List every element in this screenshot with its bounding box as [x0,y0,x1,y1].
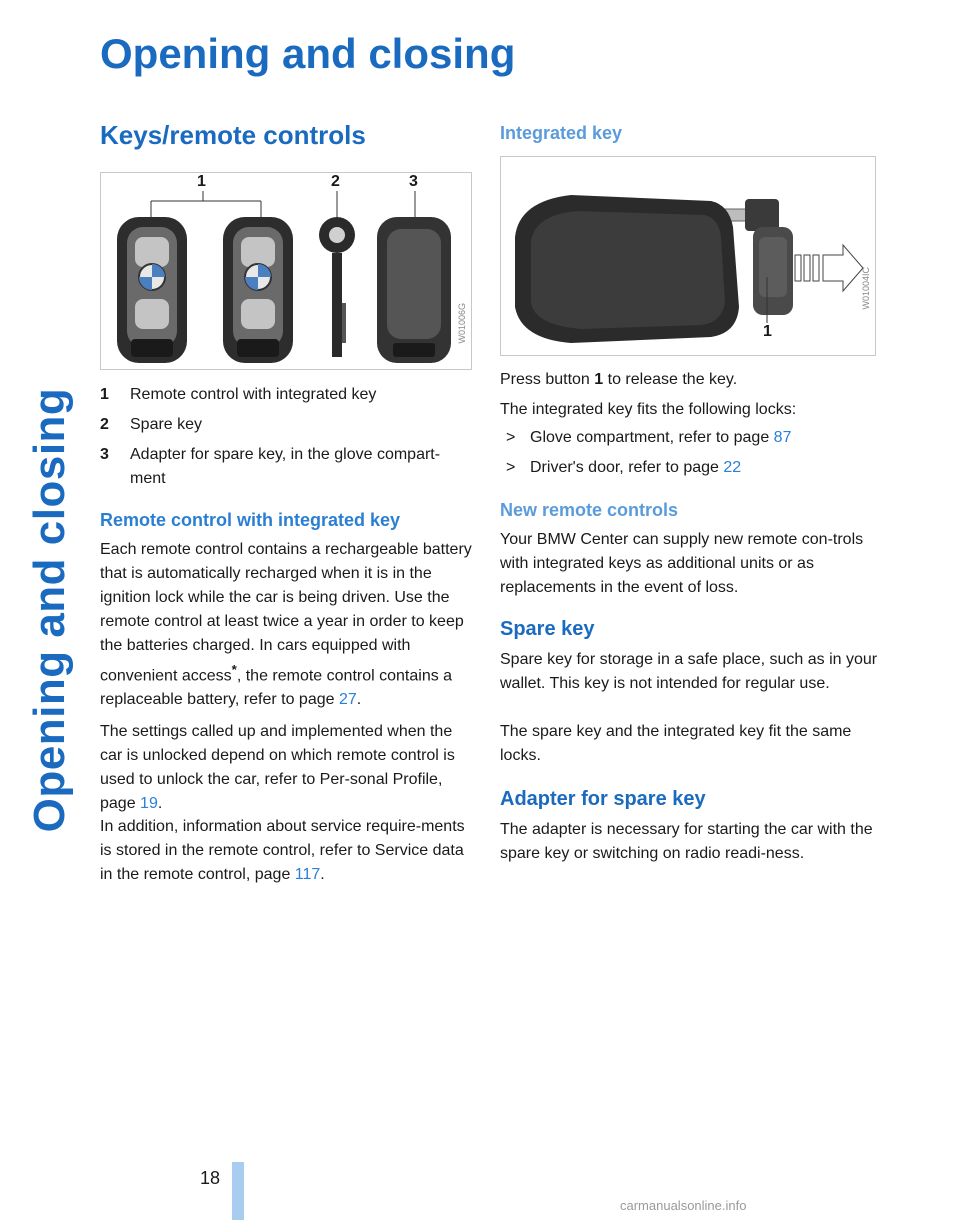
paragraph-battery: Each remote control contains a rechargeable battery that is automatically recharged when it is in the ignition lock while the car is being driven. Use the remote control at least twice a year in order to keep the batteries charged. In cars equipped with convenient access*, the remote control contains a replaceable battery, refer to page 27. [100,541,472,709]
paragraph-press-button: Press button 1 to release the key. [500,371,738,388]
page-link-22[interactable]: 22 [723,459,742,476]
paragraph-spare-key-1: Spare key for storage in a safe place, such as in your wallet. This key is not intended for regular use. [500,651,878,692]
figure2-label-1: 1 [763,323,772,340]
section-title-spare-key: Spare key [500,618,595,640]
spare-key [319,217,355,357]
remote-control-1 [117,217,187,363]
legend-item: 3 Adapter for spare key, in the glove compart-ment [100,446,441,487]
page-link-87[interactable]: 87 [773,429,792,446]
remote-controls-illustration [101,173,471,369]
figure1-legend [100,383,472,497]
page-link-117[interactable]: 117 [294,866,321,883]
page-link-19[interactable]: 19 [140,795,158,812]
section-title-integrated-key: Integrated key [500,123,623,143]
paragraph-fits-locks: The integrated key fits the following locks: [500,401,797,418]
figure1-label-1: 1 [197,173,206,190]
section-title-keys: Keys/remote controls [100,120,366,150]
figure-remote-controls [100,172,472,370]
figure1-label-3: 3 [409,173,418,190]
figure-integrated-key [500,156,876,356]
subsection-title-remote: Remote control with integrated key [100,510,401,530]
list-item: > Glove compartment, refer to page 87 [506,429,792,446]
figure2-code: W01004IC [861,267,871,310]
paragraph-adapter: The adapter is necessary for starting the car with the spare key or switching on radio readi-ness. [500,821,873,862]
page-number: 18 [200,1168,221,1188]
optional-equipment-star: * [231,662,237,677]
page-number-bar [232,1162,244,1220]
paragraph-spare-key-2: The spare key and the integrated key fit the same locks. [500,723,852,764]
paragraph-settings: The settings called up and implemented when the car is unlocked depend on which remote control is used to unlock the car, refer to Per-sonal Profile, page 19. [100,723,455,812]
side-tab [0,0,80,1220]
list-item: > Driver's door, refer to page 22 [506,459,742,476]
legend-item: 1 Remote control with integrated key [100,386,377,403]
locks-list [500,426,880,486]
figure1-label-2: 2 [331,173,340,190]
section-title-adapter: Adapter for spare key [500,788,706,810]
page-link-27[interactable]: 27 [338,691,357,709]
page-title: Opening and closing [100,30,516,77]
paragraph-new-remote: Your BMW Center can supply new remote con-trols with integrated keys as additional units or as replacements in the event of loss. [500,531,864,596]
spare-key-adapter [377,217,451,363]
legend-item: 2 Spare key [100,416,203,433]
watermark: carmanualsonline.info [620,1198,747,1213]
paragraph-service: In addition, information about service require-ments is stored in the remote control, refer to Service data in the remote control, page 117. [100,818,465,883]
section-title-new-remote: New remote controls [500,500,679,520]
side-tab-title: Opening and closing [25,387,74,833]
remote-control-2 [223,217,293,363]
integrated-key-illustration [501,157,875,355]
figure1-code: W01006G [457,303,467,344]
